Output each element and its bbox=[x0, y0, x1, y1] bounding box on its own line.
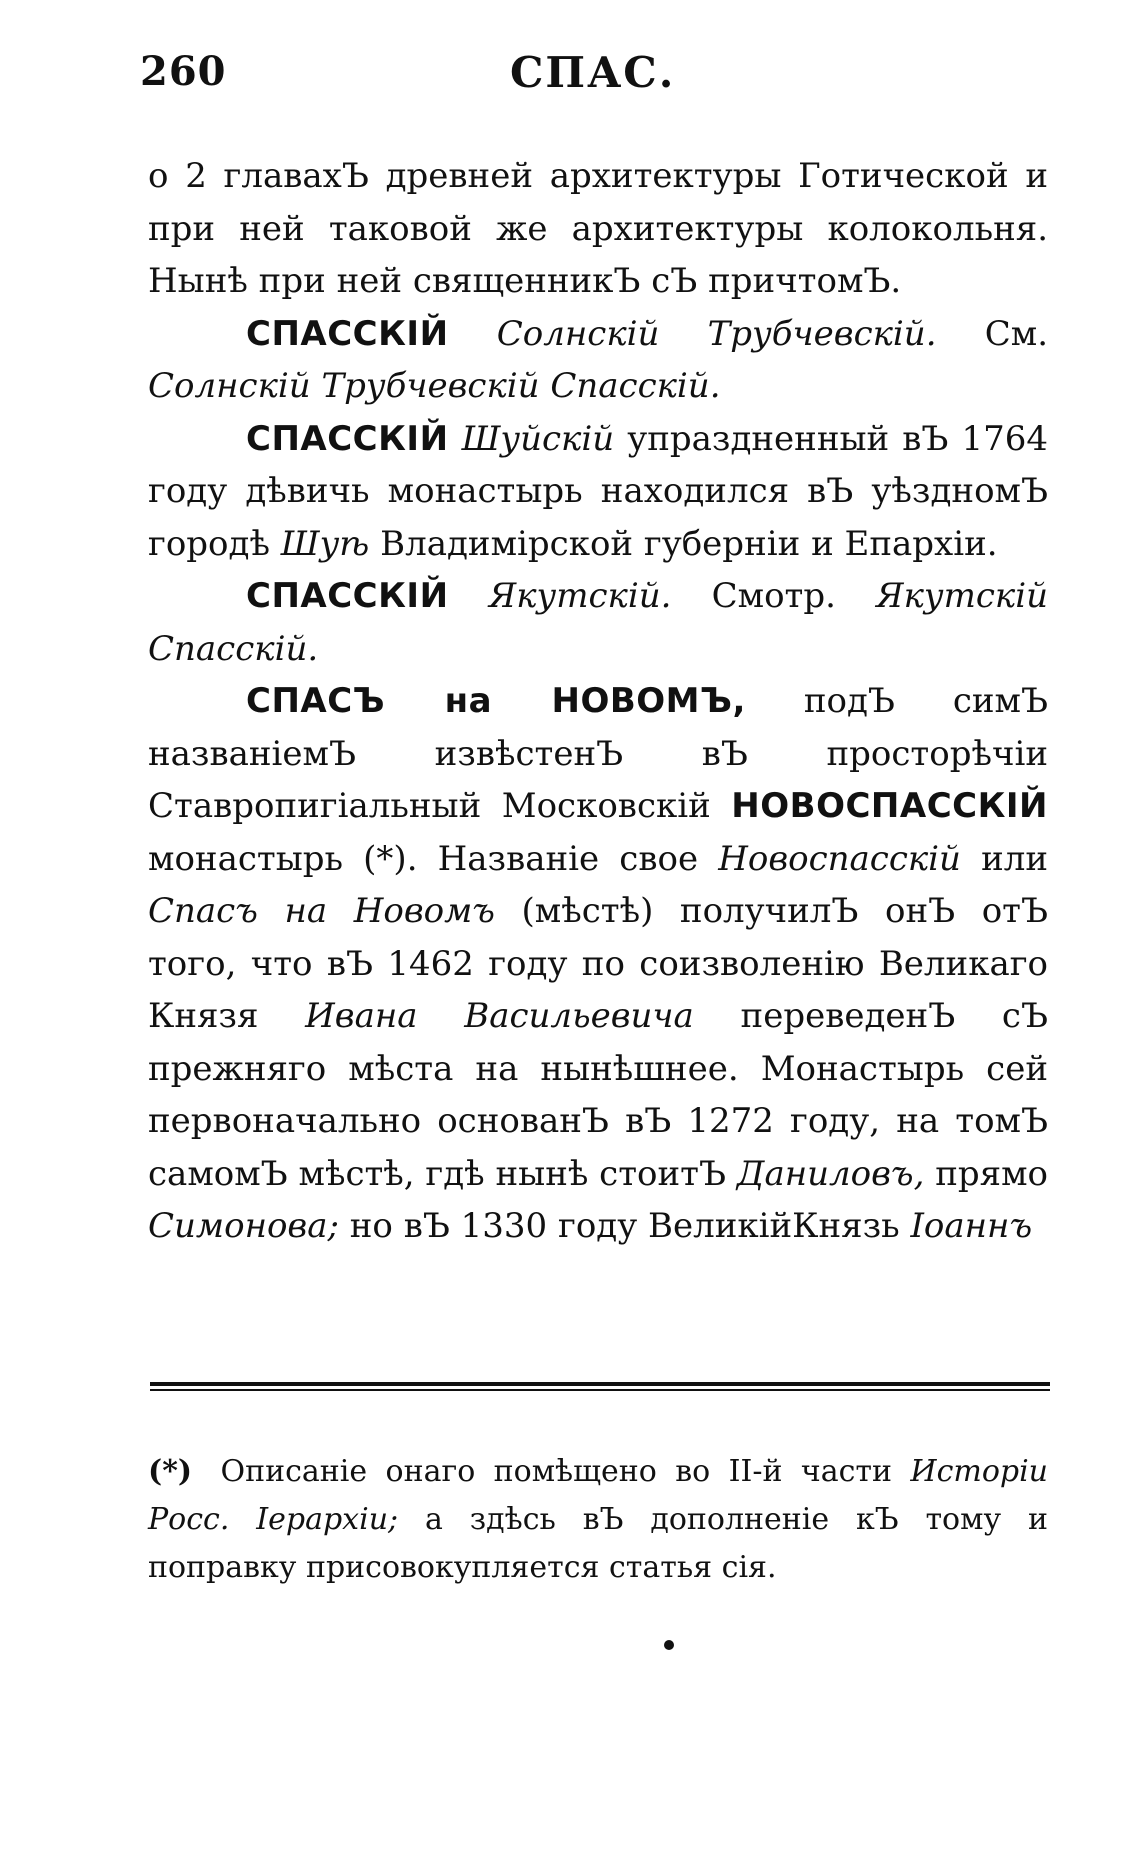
monastery-name: Спасъ на Новомъ bbox=[148, 891, 495, 931]
footnote-text: а здѣсь вЪ дополненіе кЪ тому и поправку присовокупляется статья сія. bbox=[148, 1502, 1048, 1585]
entry-text: (мѣстѣ) получилЪ онЪ отЪ того, что вЪ 1462 году по соизволенію Великаго Князя bbox=[148, 891, 1048, 1036]
entry-text: подЪ симЪ названіемЪ извѣстенЪ вЪ просторѣчіи Ставропигіальный Московскій bbox=[148, 681, 1049, 826]
page-header bbox=[140, 48, 1045, 108]
person-name: Ивана Васильевича bbox=[305, 996, 694, 1036]
entry-spassky-yakutsky bbox=[148, 570, 1048, 675]
entry-heading: СПАССКІЙ bbox=[246, 313, 449, 354]
conjunction: или bbox=[981, 838, 1049, 879]
see-label: Смотр. bbox=[711, 576, 836, 616]
entry-text: но вЪ 1330 году ВеликійКнязь bbox=[349, 1206, 900, 1246]
print-mark bbox=[664, 1640, 674, 1650]
monastery-name: Симонова; bbox=[148, 1206, 339, 1246]
entry-spassky-solnsky bbox=[148, 308, 1048, 413]
entry-spas-na-novom bbox=[148, 675, 1048, 1253]
see-label: См. bbox=[984, 313, 1049, 354]
entry-heading: СПАССКІЙ bbox=[246, 418, 449, 459]
entry-text: переведенЪ сЪ прежняго мѣста на нынѣшнее. Монастырь сей первоначально основанЪ вЪ 1272 году, на томЪ самомЪ мѣстѣ, гдѣ нынѣ стоитЪ bbox=[148, 996, 1048, 1194]
cross-reference: Солнскій Трубчевскій Спасскій. bbox=[148, 366, 721, 406]
entry-text: о 2 главахЪ древней архитектуры Готической и при ней таковой же архитектуры колокольня. Нынѣ при ней священникЪ сЪ причтомЪ. bbox=[148, 156, 1048, 301]
footnote bbox=[148, 1448, 1048, 1592]
person-name: Іоаннъ bbox=[910, 1206, 1033, 1246]
footnote-divider bbox=[150, 1382, 1050, 1394]
entry-spassky-shuisky bbox=[148, 413, 1048, 571]
place-name: Шуѣ bbox=[280, 523, 370, 564]
entry-name: Солнскій Трубчевскій. bbox=[496, 313, 937, 354]
entry-text: монастырь (*). Названіе свое bbox=[148, 838, 699, 879]
cross-reference: Якутскій Спасскій. bbox=[148, 576, 1048, 669]
entry-heading: СПАСЪ на НОВОМЪ, bbox=[246, 681, 746, 721]
divider-line bbox=[150, 1389, 1050, 1391]
entry-text: упраздненный вЪ 1764 году дѣвичь монастырь находился вЪ уѣздномЪ городѣ bbox=[148, 418, 1048, 564]
monastery-name: Новоспасскій bbox=[718, 838, 961, 879]
divider-line bbox=[150, 1382, 1050, 1386]
entry-name: Шуйскій bbox=[461, 418, 615, 459]
entry-heading: СПАССКІЙ bbox=[246, 576, 449, 616]
footnote-title: Исторіи Росс. Іерархіи; bbox=[148, 1454, 1048, 1537]
monastery-name: Даниловъ, bbox=[736, 1153, 925, 1194]
running-head: СПАС. bbox=[510, 48, 676, 97]
page-number: 260 bbox=[140, 48, 227, 95]
entry-name: Якутскій. bbox=[488, 576, 672, 616]
entry-text: прямо bbox=[935, 1153, 1048, 1194]
main-text bbox=[148, 150, 1048, 1253]
footnote-mark: (*) bbox=[148, 1454, 193, 1489]
entry-text: Владимірской губерніи и Епархіи. bbox=[380, 523, 998, 564]
entry-continuation bbox=[148, 150, 1048, 308]
footnote-text: Описаніе онаго помѣщено во II-й части bbox=[220, 1454, 892, 1489]
footnote-paragraph bbox=[148, 1448, 1048, 1592]
monastery-heading: НОВОСПАССКІЙ bbox=[731, 786, 1048, 826]
